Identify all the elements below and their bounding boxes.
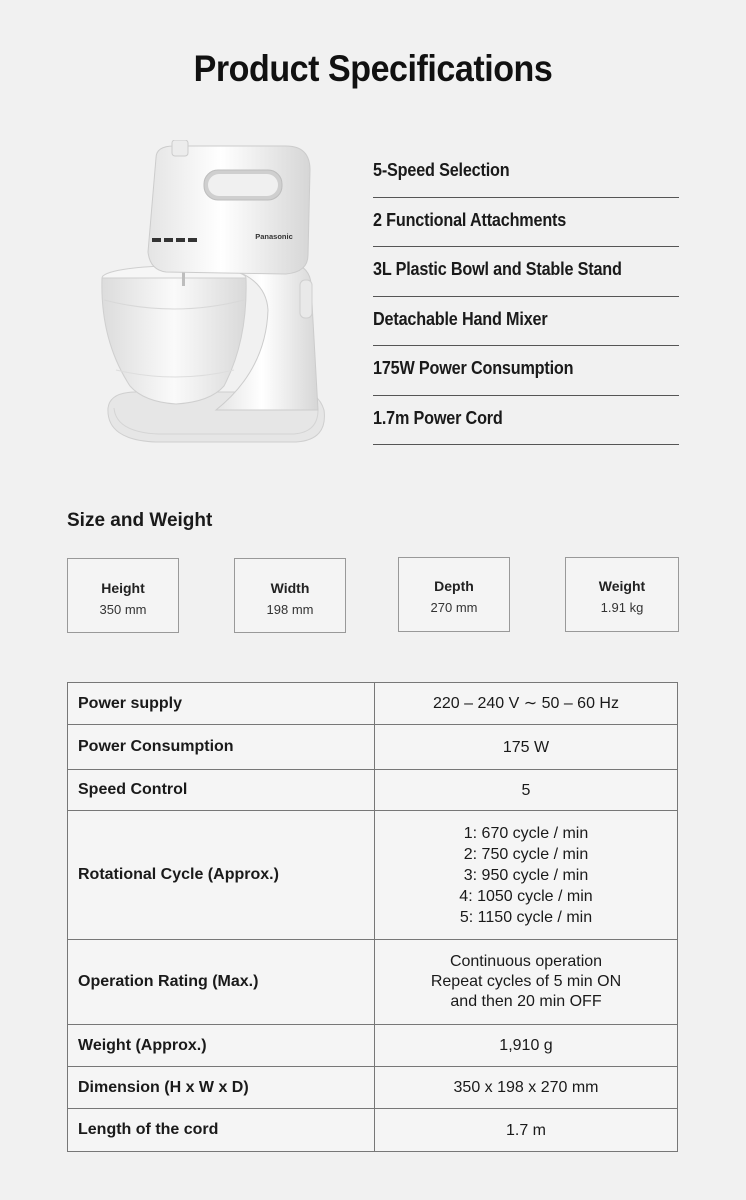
- weight-label: Weight: [598, 578, 646, 594]
- feature-item: 1.7m Power Cord: [373, 396, 679, 446]
- feature-list: [373, 148, 679, 445]
- table-row: [68, 1025, 678, 1067]
- page-title: Product Specifications: [193, 48, 553, 89]
- spec-label: Speed Control: [68, 770, 375, 811]
- depth-card: [398, 557, 510, 632]
- spec-value: 1.7 m: [375, 1109, 678, 1152]
- depth-value: 270 mm: [430, 600, 478, 615]
- table-row: [68, 811, 678, 940]
- height-value: 350 mm: [99, 602, 147, 617]
- weight-value: 1.91 kg: [600, 600, 644, 615]
- spec-label: Rotational Cycle (Approx.): [68, 811, 375, 940]
- depth-label: Depth: [434, 578, 474, 594]
- spec-label: Weight (Approx.): [68, 1025, 375, 1067]
- table-row: [68, 770, 678, 811]
- spec-value: 350 x 198 x 270 mm: [375, 1067, 678, 1109]
- feature-item: Detachable Hand Mixer: [373, 297, 679, 347]
- spec-value: 220 – 240 V ∼ 50 – 60 Hz: [375, 683, 678, 725]
- table-row: [68, 683, 678, 725]
- spec-value: 1,910 g: [375, 1025, 678, 1067]
- table-row: [68, 1067, 678, 1109]
- table-row: [68, 940, 678, 1025]
- height-label: Height: [101, 580, 145, 596]
- spec-value: Continuous operation Repeat cycles of 5 min ON and then 20 min OFF: [375, 940, 678, 1025]
- spec-label: Length of the cord: [68, 1109, 375, 1152]
- width-card: [234, 558, 346, 633]
- spec-value: 1: 670 cycle / min 2: 750 cycle / min 3: 950 cycle / min 4: 1050 cycle / min 5: 1150 cycle / min: [375, 811, 678, 940]
- height-card: [67, 558, 179, 633]
- spec-label: Operation Rating (Max.): [68, 940, 375, 1025]
- feature-item: 3L Plastic Bowl and Stable Stand: [373, 247, 679, 297]
- spec-label: Power Consumption: [68, 725, 375, 770]
- brand-logo: Panasonic: [255, 232, 293, 241]
- width-label: Width: [270, 580, 310, 596]
- spec-value: 5: [375, 770, 678, 811]
- spec-value: 175 W: [375, 725, 678, 770]
- feature-item: 2 Functional Attachments: [373, 198, 679, 248]
- table-row: [68, 1109, 678, 1152]
- size-weight-heading: Size and Weight: [67, 510, 213, 531]
- table-row: [68, 725, 678, 770]
- feature-item: 175W Power Consumption: [373, 346, 679, 396]
- spec-label: Power supply: [68, 683, 375, 725]
- weight-card: [565, 557, 679, 632]
- width-value: 198 mm: [266, 602, 314, 617]
- spec-label: Dimension (H x W x D): [68, 1067, 375, 1109]
- feature-item: 5-Speed Selection: [373, 148, 679, 198]
- spec-table: [67, 682, 678, 1152]
- stand-mixer-image: [96, 140, 336, 450]
